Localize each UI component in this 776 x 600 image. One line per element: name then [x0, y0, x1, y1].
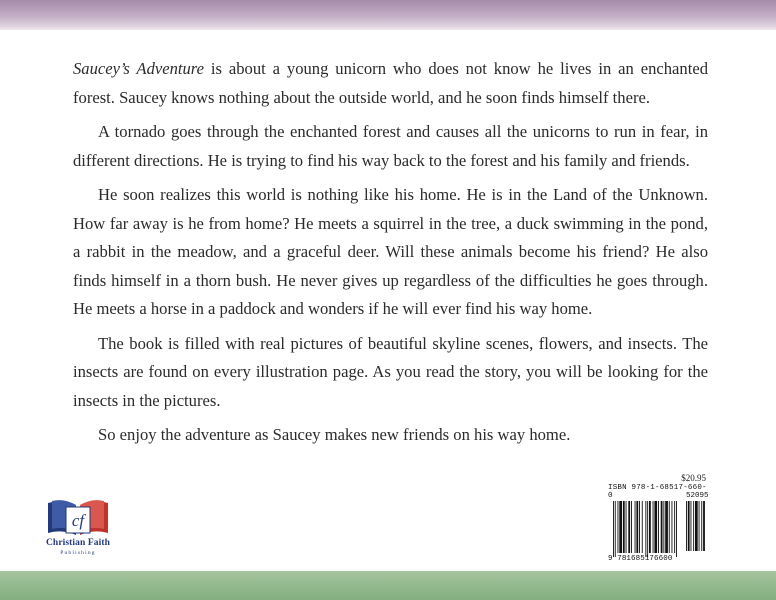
- bottom-color-band: [0, 571, 776, 600]
- ean-barcode-bars: [613, 501, 683, 557]
- back-cover-blurb: [73, 55, 708, 456]
- publisher-name: Christian Faith: [45, 538, 111, 548]
- blurb-paragraph-5: So enjoy the adventure as Saucey makes new friends on his way home.: [98, 425, 571, 444]
- ean-left-digits: 781685: [617, 555, 645, 563]
- book-title-italic: Saucey’s Adventure: [73, 59, 205, 78]
- publisher-logo: [28, 493, 128, 571]
- isbn-number: ISBN 978-1-68517-660-0: [608, 484, 707, 500]
- blurb-paragraph-4: The book is filled with real pictures of beautiful skyline scenes, flowers, and insects. The insects are found on every illustration page. As you read the story, you will be looking for the insects in the pictures.: [73, 333, 708, 410]
- ean-right-digits: 176600: [644, 555, 673, 563]
- price-label: $20.95: [681, 473, 706, 483]
- price-addon-code: 52095: [686, 492, 709, 500]
- publisher-subtitle: Publishing: [60, 550, 96, 556]
- blurb-paragraph-3: He soon realizes this world is nothing like his home. He is in the Land of the Unknown. How far away is he from home? He meets a squirrel in the tree, a duck swimming in the pond, a rabbit in the meadow, and a graceful deer. Will these animals become his friend? He also finds himself in a thorn bush. He never gives up regardless of the difficulties he goes through. He meets a horse in a paddock and wonders if he will ever find his way home.: [73, 185, 708, 318]
- blurb-paragraph-2: A tornado goes through the enchanted forest and causes all the unicorns to run in fear, in different directions. He is trying to find his way back to the forest and his family and friends.: [73, 122, 708, 170]
- blurb-paragraph-1: [73, 55, 708, 112]
- addon-barcode-bars: [686, 501, 710, 551]
- publisher-monogram: cf: [71, 511, 85, 530]
- blurb-paragraph-1-text: is about a young unicorn who does not know he lives in an enchanted forest. Saucey knows nothing about the outside world, and he soon finds himself there.: [73, 59, 708, 107]
- top-color-band: [0, 0, 776, 30]
- isbn-barcode: [608, 484, 710, 566]
- ean-first-digit: 9: [608, 555, 613, 563]
- ean-digits: [608, 555, 672, 563]
- open-book-icon: [44, 493, 112, 539]
